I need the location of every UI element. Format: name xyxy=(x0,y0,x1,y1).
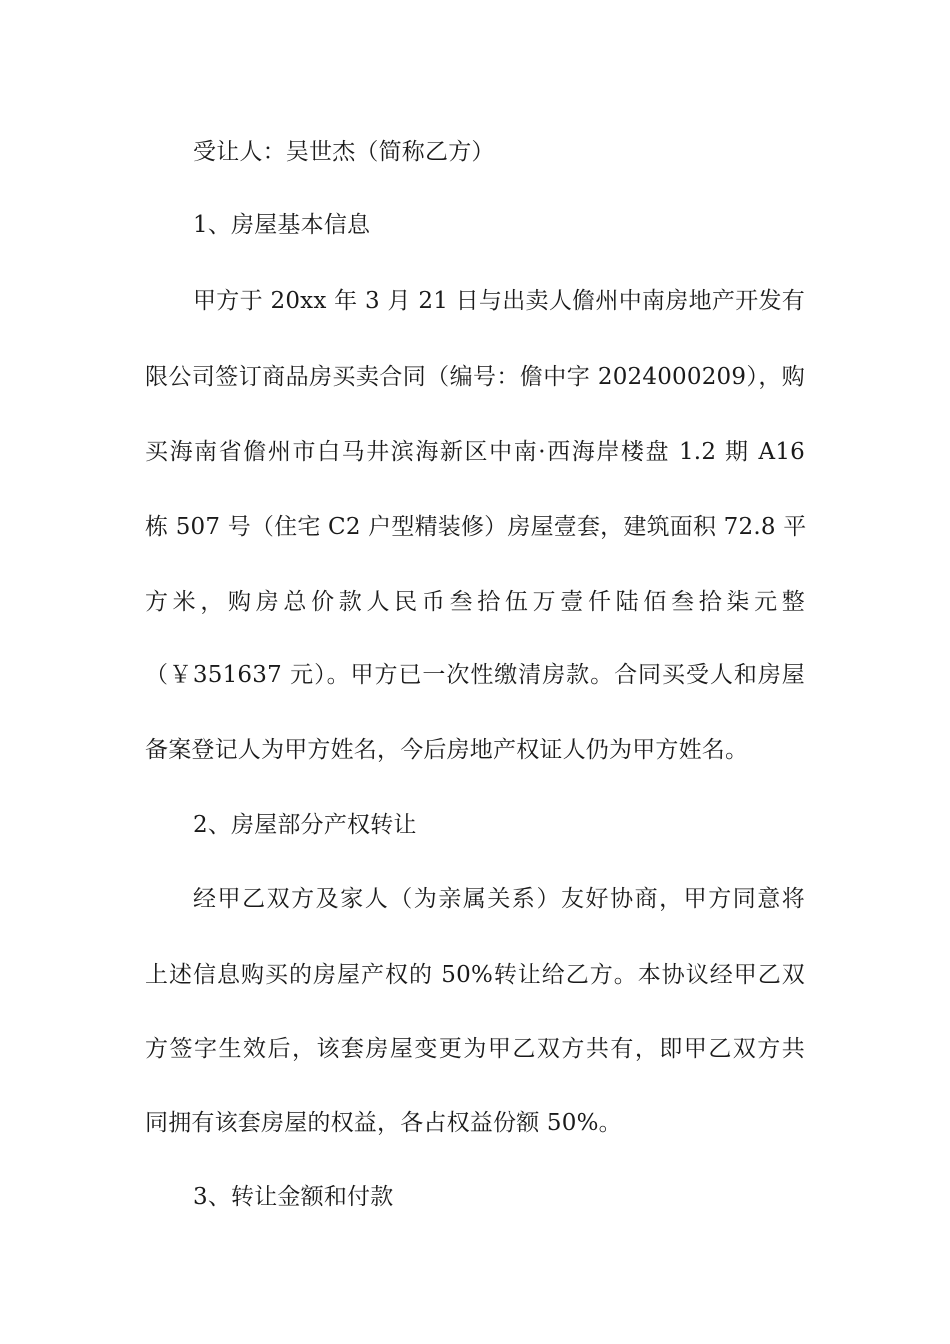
section-2-paragraph-line-2: 上述信息购买的房屋产权的 50%转让给乙方。本协议经甲乙双 xyxy=(145,962,805,988)
section-3-heading: 3、转让金额和付款 xyxy=(193,1184,394,1210)
section-1-paragraph-line-7: 备案登记人为甲方姓名，今后房地产权证人仍为甲方姓名。 xyxy=(145,737,749,763)
section-2-heading: 2、房屋部分产权转让 xyxy=(193,812,417,838)
section-1-paragraph-line-5: 方米，购房总价款人民币叁拾伍万壹仟陆佰叁拾柒元整 xyxy=(145,589,805,615)
section-1-paragraph-line-2: 限公司签订商品房买卖合同（编号：儋中字 2024000209），购 xyxy=(145,364,805,390)
section-1-heading: 1、房屋基本信息 xyxy=(193,212,371,238)
transferee-line: 受让人：吴世杰（简称乙方） xyxy=(193,139,495,165)
section-1-paragraph-line-1: 甲方于 20xx 年 3 月 21 日与出卖人儋州中南房地产开发有 xyxy=(193,288,805,314)
section-2-paragraph-line-1: 经甲乙双方及家人（为亲属关系）友好协商，甲方同意将 xyxy=(193,886,805,912)
section-2-paragraph-line-4: 同拥有该套房屋的权益，各占权益份额 50%。 xyxy=(145,1110,622,1136)
section-1-paragraph-line-6: （￥351637 元）。甲方已一次性缴清房款。合同买受人和房屋 xyxy=(145,662,805,688)
section-2-paragraph-line-3: 方签字生效后，该套房屋变更为甲乙双方共有，即甲乙双方共 xyxy=(145,1036,805,1062)
section-1-paragraph-line-3: 买海南省儋州市白马井滨海新区中南·西海岸楼盘 1.2 期 A16 xyxy=(145,439,805,465)
section-1-paragraph-line-4: 栋 507 号（住宅 C2 户型精装修）房屋壹套，建筑面积 72.8 平 xyxy=(145,514,807,540)
